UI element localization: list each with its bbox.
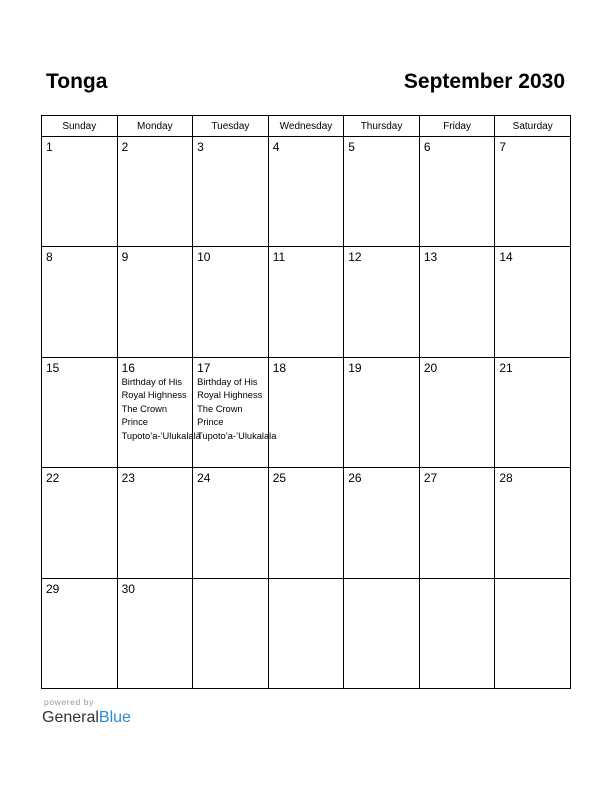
day-cell — [117, 137, 193, 247]
powered-by-text: powered by — [44, 697, 94, 707]
day-number: 10 — [197, 250, 211, 265]
day-number: 24 — [197, 471, 211, 486]
brand-general-text: General — [42, 709, 99, 726]
weekday-header-row — [42, 116, 571, 137]
day-cell — [268, 468, 344, 578]
day-cell — [42, 247, 118, 357]
day-cell — [268, 357, 344, 467]
week-row — [42, 357, 571, 467]
day-number: 26 — [348, 471, 362, 486]
day-cell — [495, 578, 571, 688]
weekday-header: Saturday — [495, 116, 571, 137]
day-cell — [495, 247, 571, 357]
day-cell — [419, 137, 495, 247]
country-title: Tonga — [46, 70, 108, 93]
day-number: 27 — [423, 471, 438, 486]
day-number: 9 — [121, 250, 129, 265]
week-row — [42, 137, 571, 247]
day-number: 14 — [499, 250, 513, 265]
day-cell — [193, 468, 269, 578]
day-number: 21 — [499, 360, 513, 375]
weekday-header: Monday — [117, 116, 193, 137]
day-cell — [193, 578, 269, 688]
day-cell — [42, 468, 118, 578]
day-number: 30 — [121, 581, 135, 596]
day-number: 16 — [121, 360, 135, 375]
weekday-header: Thursday — [344, 116, 420, 137]
day-cell — [495, 468, 571, 578]
day-cell — [117, 578, 193, 688]
day-cell — [193, 247, 269, 357]
day-cell — [117, 247, 193, 357]
week-row — [42, 247, 571, 357]
day-cell — [495, 137, 571, 247]
day-number: 28 — [499, 471, 513, 486]
day-number: 2 — [121, 140, 129, 154]
day-number: 1 — [46, 140, 53, 154]
day-cell — [42, 578, 118, 688]
day-number: 22 — [46, 471, 60, 486]
day-cell — [419, 578, 495, 688]
day-number: 29 — [46, 581, 60, 596]
day-cell — [117, 468, 193, 578]
week-row — [42, 468, 571, 578]
weekday-header: Sunday — [42, 116, 118, 137]
day-number: 19 — [348, 360, 362, 375]
day-number: 4 — [272, 140, 280, 154]
holiday-event: Birthday of His Royal Highness The Crown Prince Tupoto’a-’Ulukalala — [197, 376, 277, 441]
day-cell — [344, 468, 420, 578]
weekday-header: Tuesday — [193, 116, 269, 137]
day-cell — [344, 137, 420, 247]
day-number: 7 — [499, 140, 507, 154]
week-row — [42, 578, 571, 688]
day-cell — [42, 137, 118, 247]
day-cell — [42, 357, 118, 467]
day-number: 6 — [423, 140, 431, 154]
day-number: 8 — [46, 250, 53, 265]
day-cell — [495, 357, 571, 467]
month-year-title: September 2030 — [403, 70, 565, 93]
day-cell — [419, 468, 495, 578]
day-cell — [268, 247, 344, 357]
day-cell — [344, 578, 420, 688]
day-cell — [193, 137, 269, 247]
day-number: 5 — [348, 140, 355, 154]
day-number: 11 — [272, 250, 286, 265]
day-cell — [268, 137, 344, 247]
day-number: 15 — [46, 360, 60, 375]
day-cell — [419, 357, 495, 467]
day-number: 12 — [348, 250, 362, 265]
day-cell — [117, 357, 201, 467]
day-number: 25 — [272, 471, 287, 486]
day-number: 23 — [121, 471, 135, 486]
generalblue-logo[interactable] — [42, 709, 131, 727]
brand-blue-text: Blue — [98, 709, 131, 726]
day-cell — [268, 578, 344, 688]
day-cell — [344, 357, 420, 467]
weekday-header: Friday — [419, 116, 495, 137]
day-cell — [193, 357, 277, 467]
day-cell — [419, 247, 495, 357]
calendar-grid — [41, 115, 571, 689]
day-cell — [344, 247, 420, 357]
holiday-event: Birthday of His Royal Highness The Crown Prince Tupoto’a-’Ulukalala — [121, 376, 201, 441]
weekday-header: Wednesday — [268, 116, 344, 137]
day-number: 18 — [272, 360, 287, 375]
day-number: 17 — [197, 360, 211, 375]
day-number: 20 — [423, 360, 438, 375]
day-number: 3 — [197, 140, 204, 154]
day-number: 13 — [423, 250, 438, 265]
